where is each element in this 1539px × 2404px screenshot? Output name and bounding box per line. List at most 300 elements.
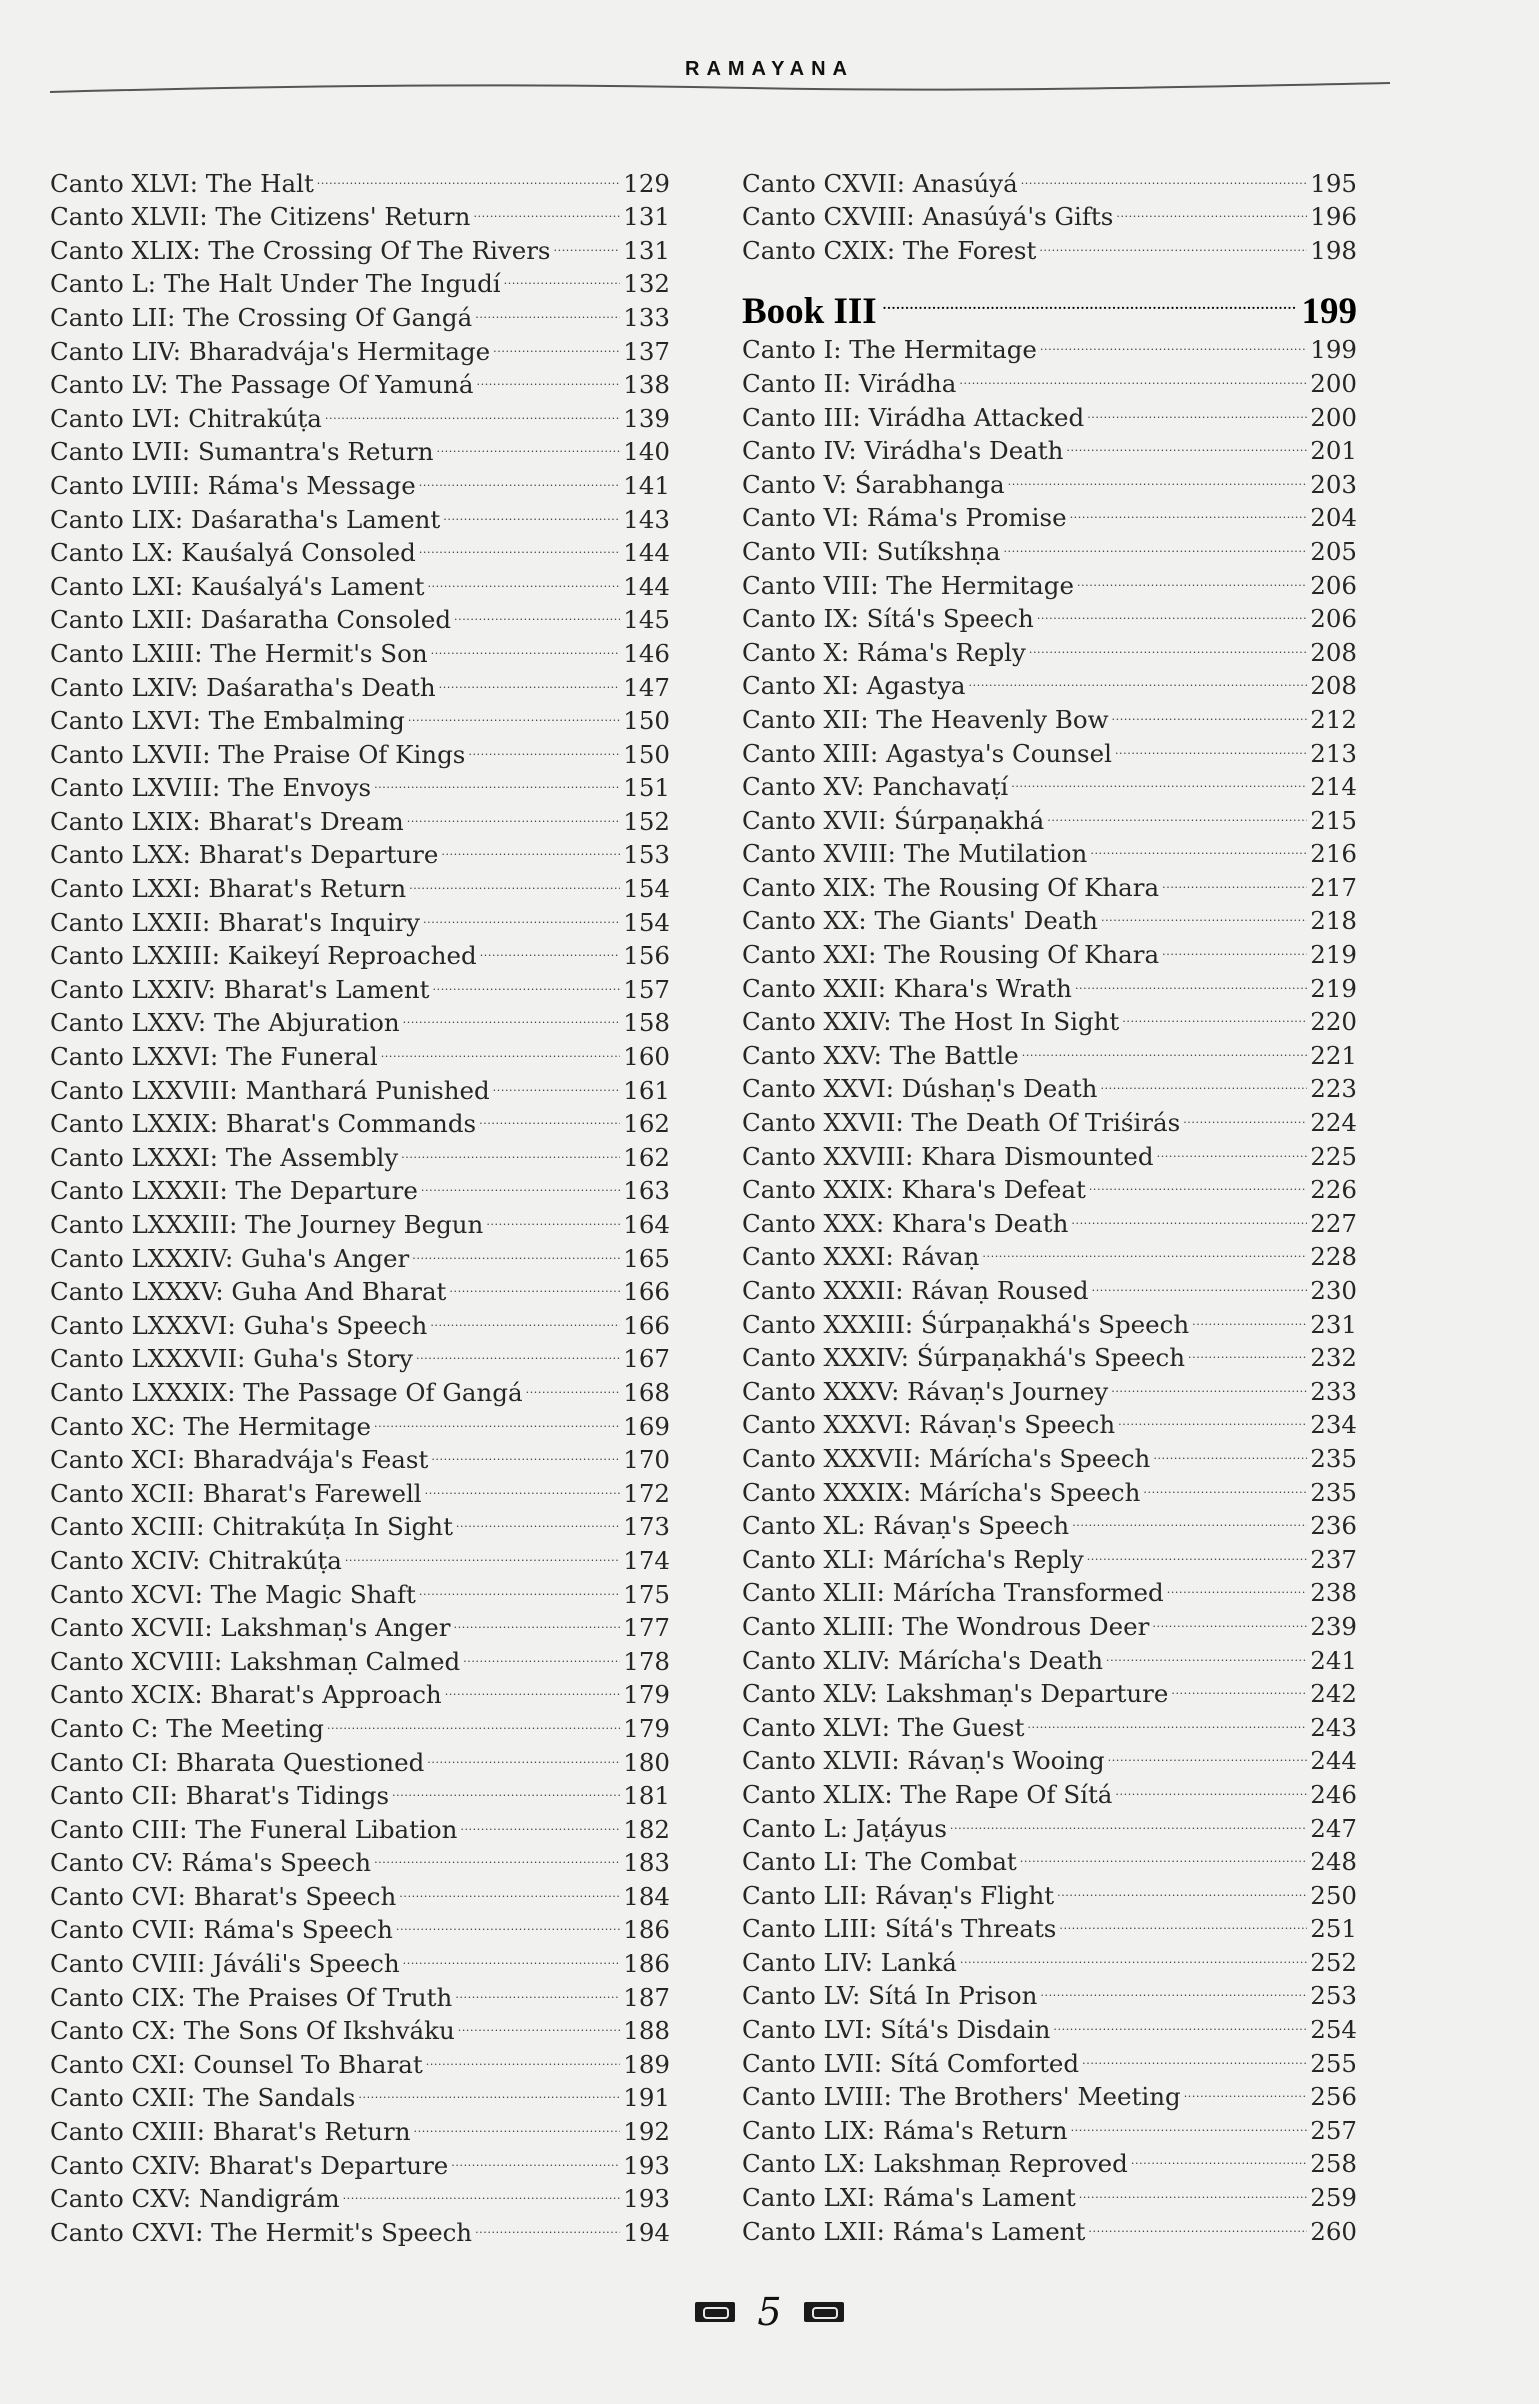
- entry-title: Canto LXXXIX: The Passage Of Gangá: [50, 1377, 523, 1407]
- dot-leader: [374, 763, 620, 797]
- entry-title: Canto CXIX: The Forest: [742, 235, 1037, 265]
- entry-title: Canto LXXXV: Guha And Bharat: [50, 1277, 447, 1307]
- dot-leader: [454, 595, 620, 629]
- dot-leader: [427, 1737, 620, 1771]
- dot-leader: [1082, 2038, 1307, 2072]
- dot-leader: [1115, 1769, 1307, 1803]
- dot-leader: [431, 628, 621, 662]
- entry-title: Canto XXXIII: Śúrpaṇakhá's Speech: [742, 1309, 1190, 1339]
- dot-leader: [1003, 526, 1307, 560]
- entry-title: Canto LXXXVII: Guha's Story: [50, 1344, 413, 1374]
- dot-leader: [449, 1267, 620, 1301]
- entry-page-number: 163: [623, 1176, 670, 1206]
- entry-title: Canto XLIX: The Rape Of Sítá: [742, 1779, 1113, 1809]
- entry-title: Canto VIII: The Hermitage: [742, 570, 1074, 600]
- entry-title: Canto LIX: Daśaratha's Lament: [50, 504, 441, 534]
- entry-title: Canto LV: Sítá In Prison: [742, 1981, 1038, 2011]
- entry-title: Canto CI: Bharata Questioned: [50, 1747, 425, 1777]
- entry-page-number: 144: [623, 538, 670, 568]
- entry-title: Canto LV: The Passage Of Yamuná: [50, 370, 474, 400]
- entry-title: Canto LXXXII: The Departure: [50, 1176, 418, 1206]
- entry-page-number: 206: [1310, 604, 1357, 634]
- entry-page-number: 193: [623, 2184, 670, 2214]
- entry-title: Canto XLVII: Rávaṇ's Wooing: [742, 1746, 1105, 1776]
- entry-title: Canto XXI: The Rousing Of Khara: [742, 940, 1160, 970]
- entry-title: Canto XLI: Márícha's Reply: [742, 1544, 1084, 1574]
- toc-book3-list: [742, 325, 1357, 2246]
- entry-title: Canto XII: The Heavenly Bow: [742, 704, 1109, 734]
- page-number: 5: [757, 2290, 782, 2334]
- entry-page-number: 217: [1310, 872, 1357, 902]
- entry-title: Canto LVIII: The Brothers' Meeting: [742, 2082, 1181, 2112]
- entry-title: Canto LXXXVI: Guha's Speech: [50, 1310, 428, 1340]
- dot-leader: [419, 460, 621, 494]
- entry-title: Canto X: Ráma's Reply: [742, 637, 1026, 667]
- entry-title: Canto VII: Sutíkshṇa: [742, 536, 1001, 566]
- dot-leader: [419, 528, 620, 562]
- entry-page-number: 182: [623, 1814, 670, 1844]
- entry-page-number: 160: [623, 1042, 670, 1072]
- entry-page-number: 186: [623, 1915, 670, 1945]
- dot-leader: [1167, 1568, 1308, 1602]
- entry-title: Canto LXXVIII: Manthará Punished: [50, 1075, 490, 1105]
- entry-page-number: 260: [1310, 2216, 1357, 2246]
- entry-title: Canto XI: Agastya: [742, 671, 966, 701]
- dot-leader: [443, 494, 620, 528]
- entry-page-number: 175: [623, 1579, 670, 1609]
- dot-leader: [1153, 1433, 1307, 1467]
- entry-title: Canto LXII: Ráma's Lament: [742, 2216, 1086, 2246]
- toc-book2-continuation: [742, 158, 1357, 265]
- entry-page-number: 203: [1310, 469, 1357, 499]
- entry-title: Canto LXXXI: The Assembly: [50, 1142, 399, 1172]
- entry-title: Canto L: Jaṭáyus: [742, 1813, 947, 1843]
- dot-leader: [409, 863, 620, 897]
- entry-page-number: 151: [623, 773, 670, 803]
- entry-page-number: 216: [1310, 839, 1357, 869]
- dot-leader: [419, 1569, 620, 1603]
- dot-leader: [408, 696, 620, 730]
- dot-leader: [399, 1871, 620, 1905]
- dot-leader: [458, 2006, 621, 2040]
- entry-page-number: 219: [1310, 973, 1357, 1003]
- dot-leader: [960, 1937, 1307, 1971]
- entry-title: Canto XXX: Khara's Death: [742, 1208, 1069, 1238]
- dot-leader: [430, 1300, 620, 1334]
- entry-title: Canto CXII: The Sandals: [50, 2083, 356, 2113]
- entry-title: Canto LXXVI: The Funeral: [50, 1042, 378, 1072]
- entry-page-number: 225: [1310, 1141, 1357, 1171]
- entry-title: Canto XVII: Śúrpaṇakhá: [742, 805, 1045, 835]
- entry-page-number: 138: [623, 370, 670, 400]
- entry-page-number: 189: [623, 2049, 670, 2079]
- entry-title: Canto LII: Rávaṇ's Flight: [742, 1880, 1055, 1910]
- entry-title: Canto XLIV: Márícha's Death: [742, 1645, 1103, 1675]
- entry-title: Canto LXXIV: Bharat's Lament: [50, 974, 430, 1004]
- entry-title: Canto XCI: Bharadvája's Feast: [50, 1445, 429, 1475]
- entry-page-number: 166: [623, 1310, 670, 1340]
- dot-leader: [969, 661, 1308, 695]
- entry-page-number: 154: [623, 874, 670, 904]
- hand-ornament-left-icon: [695, 2302, 735, 2322]
- dot-leader: [421, 1166, 620, 1200]
- entry-title: Canto LVII: Sumantra's Return: [50, 437, 434, 467]
- entry-page-number: 191: [623, 2083, 670, 2113]
- dot-leader: [1022, 1030, 1308, 1064]
- toc-left-column: [50, 158, 670, 2247]
- entry-title: Canto LXX: Bharat's Departure: [50, 840, 439, 870]
- entry-page-number: 218: [1310, 906, 1357, 936]
- entry-page-number: 139: [623, 403, 670, 433]
- dot-leader: [1039, 225, 1307, 259]
- entry-title: Canto XXII: Khara's Wrath: [742, 973, 1072, 1003]
- running-head: RAMAYANA: [685, 58, 854, 80]
- dot-leader: [1100, 1064, 1307, 1098]
- dot-leader: [439, 662, 621, 696]
- dot-leader: [425, 1468, 621, 1502]
- entry-title: Canto XLIX: The Crossing Of The Rivers: [50, 235, 551, 265]
- dot-leader: [1040, 325, 1307, 359]
- entry-page-number: 184: [623, 1881, 670, 1911]
- entry-page-number: 132: [623, 269, 670, 299]
- entry-title: Canto XV: Panchavaṭí: [742, 772, 1009, 802]
- dot-leader: [475, 292, 620, 326]
- entry-page-number: 212: [1310, 704, 1357, 734]
- entry-page-number: 133: [623, 302, 670, 332]
- entry-title: Canto LX: Kauśalyá Consoled: [50, 538, 416, 568]
- entry-title: Canto IX: Sítá's Speech: [742, 604, 1034, 634]
- dot-leader: [1087, 392, 1307, 426]
- entry-page-number: 213: [1310, 738, 1357, 768]
- dot-leader: [455, 1972, 620, 2006]
- toc-entry[interactable]: [50, 158, 670, 198]
- entry-page-number: 165: [623, 1243, 670, 1273]
- dot-leader: [1171, 1669, 1307, 1703]
- entry-page-number: 215: [1310, 805, 1357, 835]
- dot-leader: [1118, 1400, 1307, 1434]
- dot-leader: [1053, 2004, 1307, 2038]
- dot-leader: [504, 259, 621, 293]
- page-folio: [0, 2292, 1539, 2332]
- dot-leader: [1047, 795, 1307, 829]
- entry-page-number: 255: [1310, 2048, 1357, 2078]
- entry-title: Canto XLV: Lakshmaṇ's Departure: [742, 1679, 1169, 1709]
- dot-leader: [493, 1065, 621, 1099]
- entry-title: Canto XLII: Márícha Transformed: [742, 1578, 1164, 1608]
- dot-leader: [1071, 2105, 1308, 2139]
- entry-page-number: 187: [623, 1982, 670, 2012]
- entry-page-number: 238: [1310, 1578, 1357, 1608]
- entry-title: Canto LXXII: Bharat's Inquiry: [50, 907, 421, 937]
- entry-page-number: 242: [1310, 1679, 1357, 1709]
- entry-page-number: 194: [623, 2217, 670, 2247]
- dot-leader: [427, 561, 620, 595]
- entry-title: Canto LXXXIII: The Journey Begun: [50, 1210, 484, 1239]
- entry-title: Canto CXIII: Bharat's Return: [50, 2117, 411, 2147]
- entry-page-number: 219: [1310, 940, 1357, 970]
- entry-title: Canto CII: Bharat's Tidings: [50, 1781, 390, 1811]
- entry-title: Canto XXXII: Rávaṇ Roused: [742, 1276, 1089, 1305]
- dot-leader: [1108, 1736, 1308, 1770]
- dot-leader: [1111, 1366, 1307, 1400]
- dot-leader: [1071, 1198, 1307, 1232]
- entry-page-number: 167: [623, 1344, 670, 1374]
- entry-title: Canto CVII: Ráma's Speech: [50, 1915, 393, 1945]
- entry-page-number: 179: [623, 1713, 670, 1743]
- dot-leader: [317, 158, 620, 192]
- entry-title: Canto LXXIII: Kaikeyí Reproached: [50, 941, 477, 971]
- entry-title: Canto LXI: Ráma's Lament: [742, 2183, 1076, 2213]
- entry-page-number: 201: [1310, 436, 1357, 466]
- entry-page-number: 183: [623, 1848, 670, 1878]
- entry-page-number: 180: [623, 1747, 670, 1777]
- entry-title: Canto XLVII: The Citizens' Return: [50, 202, 471, 232]
- entry-title: Canto CXIV: Bharat's Departure: [50, 2150, 449, 2180]
- entry-title: Canto LXIV: Daśaratha's Death: [50, 672, 436, 702]
- dot-leader: [1057, 1870, 1307, 1904]
- dot-leader: [1072, 1501, 1307, 1535]
- entry-page-number: 235: [1310, 1443, 1357, 1473]
- entry-page-number: 174: [623, 1545, 670, 1575]
- dot-leader: [479, 1099, 620, 1133]
- dot-leader: [883, 273, 1296, 323]
- entry-title: Canto XLVI: The Halt: [50, 168, 314, 198]
- entry-title: Canto LVII: Sítá Comforted: [742, 2048, 1080, 2078]
- entry-page-number: 131: [623, 202, 670, 232]
- dot-leader: [412, 1233, 620, 1267]
- dot-leader: [1077, 560, 1307, 594]
- dot-leader: [1116, 192, 1307, 226]
- entry-title: Canto XXVII: The Death Of Triśirás: [742, 1108, 1181, 1138]
- entry-page-number: 221: [1310, 1040, 1357, 1070]
- entry-page-number: 198: [1310, 235, 1357, 265]
- entry-title: Canto XXXIV: Śúrpaṇakhá's Speech: [742, 1343, 1186, 1373]
- entry-page-number: 226: [1310, 1175, 1357, 1205]
- entry-page-number: 170: [623, 1445, 670, 1475]
- entry-page-number: 227: [1310, 1208, 1357, 1238]
- dot-leader: [473, 192, 620, 226]
- toc-right-column: [742, 158, 1357, 2246]
- entry-title: Canto XLVI: The Guest: [742, 1712, 1025, 1742]
- entry-title: Canto LXVI: The Embalming: [50, 706, 405, 736]
- dot-leader: [374, 1838, 620, 1872]
- dot-leader: [554, 225, 621, 259]
- book-page-number: 199: [1301, 290, 1357, 332]
- dot-leader: [1112, 694, 1308, 728]
- dot-leader: [1020, 1837, 1307, 1871]
- dot-leader: [414, 2106, 621, 2140]
- entry-title: Canto CVIII: Jáváli's Speech: [50, 1949, 400, 1979]
- dot-leader: [416, 1334, 620, 1368]
- entry-page-number: 235: [1310, 1477, 1357, 1507]
- entry-title: Canto LXVIII: The Envoys: [50, 773, 372, 803]
- book-heading[interactable]: [742, 273, 1357, 332]
- entry-page-number: 143: [623, 504, 670, 534]
- entry-title: Canto XCIX: Bharat's Approach: [50, 1680, 442, 1710]
- entry-title: Canto XLIII: The Wondrous Deer: [742, 1611, 1150, 1641]
- dot-leader: [436, 427, 620, 461]
- entry-title: Canto XCIII: Chitrakúṭa In Sight: [50, 1512, 453, 1542]
- dot-leader: [327, 1703, 620, 1737]
- dot-leader: [401, 1132, 620, 1166]
- dot-leader: [486, 1199, 620, 1233]
- dot-leader: [1027, 1702, 1307, 1736]
- dot-leader: [1070, 493, 1308, 527]
- entry-title: Canto LXXI: Bharat's Return: [50, 874, 407, 904]
- entry-page-number: 244: [1310, 1746, 1357, 1776]
- entry-page-number: 247: [1310, 1813, 1357, 1843]
- entry-page-number: 252: [1310, 1947, 1357, 1977]
- entry-page-number: 232: [1310, 1343, 1357, 1373]
- dot-leader: [1037, 594, 1307, 628]
- entry-page-number: 162: [623, 1109, 670, 1139]
- entry-title: Canto XIX: The Rousing Of Khara: [742, 872, 1160, 902]
- entry-page-number: 178: [623, 1646, 670, 1676]
- header-rule: [50, 80, 1390, 94]
- entry-page-number: 193: [623, 2150, 670, 2180]
- entry-title: Canto CXI: Counsel To Bharat: [50, 2049, 423, 2079]
- entry-title: Canto XCVII: Lakshmaṇ's Anger: [50, 1613, 451, 1643]
- entry-page-number: 137: [623, 336, 670, 366]
- dot-leader: [526, 1367, 621, 1401]
- entry-page-number: 179: [623, 1680, 670, 1710]
- entry-title: Canto XXIX: Khara's Defeat: [742, 1175, 1086, 1205]
- entry-page-number: 161: [623, 1075, 670, 1105]
- entry-title: Canto C: The Meeting: [50, 1713, 324, 1743]
- entry-title: Canto XXXIX: Márícha's Speech: [742, 1477, 1141, 1507]
- entry-title: Canto LXVII: The Praise Of Kings: [50, 739, 466, 769]
- entry-page-number: 224: [1310, 1108, 1357, 1138]
- entry-page-number: 181: [623, 1781, 670, 1811]
- entry-title: Canto LXII: Daśaratha Consoled: [50, 605, 452, 635]
- entry-page-number: 208: [1310, 637, 1357, 667]
- dot-leader: [1115, 728, 1307, 762]
- entry-page-number: 158: [623, 1008, 670, 1038]
- entry-title: Canto CXVII: Anasúyá: [742, 168, 1018, 198]
- entry-title: Canto XCVI: The Magic Shaft: [50, 1579, 416, 1609]
- entry-title: Canto LI: The Combat: [742, 1847, 1017, 1877]
- entry-page-number: 195: [1310, 168, 1357, 198]
- dot-leader: [982, 1232, 1307, 1266]
- entry-title: Canto XVIII: The Mutilation: [742, 839, 1088, 869]
- entry-page-number: 253: [1310, 1981, 1357, 2011]
- dot-leader: [1079, 2172, 1308, 2206]
- dot-leader: [1162, 862, 1307, 896]
- dot-leader: [1162, 929, 1307, 963]
- entry-title: Canto CXVIII: Anasúyá's Gifts: [742, 202, 1114, 232]
- dot-leader: [325, 393, 620, 427]
- entry-page-number: 166: [623, 1277, 670, 1307]
- entry-page-number: 214: [1310, 772, 1357, 802]
- entry-title: Canto LIV: Bharadvája's Hermitage: [50, 336, 491, 366]
- entry-title: Canto LXXV: The Abjuration: [50, 1008, 400, 1038]
- entry-title: Canto XXIV: The Host In Sight: [742, 1007, 1120, 1037]
- entry-title: Canto III: Virádha Attacked: [742, 402, 1085, 432]
- dot-leader: [431, 1435, 620, 1469]
- entry-page-number: 254: [1310, 2015, 1357, 2045]
- entry-page-number: 147: [623, 672, 670, 702]
- dot-leader: [1092, 1265, 1308, 1299]
- dot-leader: [475, 2207, 620, 2241]
- entry-title: Canto LVI: Chitrakúṭa: [50, 403, 322, 433]
- entry-page-number: 258: [1310, 2149, 1357, 2179]
- entry-title: Canto LIV: Lanká: [742, 1947, 957, 1977]
- toc-entry[interactable]: [742, 158, 1357, 198]
- entry-title: Canto LXXIX: Bharat's Commands: [50, 1109, 477, 1139]
- entry-page-number: 150: [623, 706, 670, 736]
- entry-page-number: 251: [1310, 1914, 1357, 1944]
- entry-title: Canto LXIII: The Hermit's Son: [50, 638, 428, 668]
- dot-leader: [468, 729, 620, 763]
- dot-leader: [358, 2073, 620, 2107]
- entry-page-number: 188: [623, 2016, 670, 2046]
- dot-leader: [441, 830, 620, 864]
- entry-page-number: 250: [1310, 1880, 1357, 1910]
- dot-leader: [460, 1804, 620, 1838]
- entry-title: Canto II: Virádha: [742, 368, 957, 398]
- entry-page-number: 156: [623, 941, 670, 971]
- dot-leader: [343, 2174, 621, 2208]
- entry-page-number: 256: [1310, 2082, 1357, 2112]
- entry-title: Canto VI: Ráma's Promise: [742, 503, 1067, 533]
- dot-leader: [1101, 896, 1307, 930]
- entry-page-number: 141: [623, 470, 670, 500]
- entry-page-number: 186: [623, 1949, 670, 1979]
- dot-leader: [1184, 2072, 1308, 2106]
- entry-page-number: 192: [623, 2117, 670, 2147]
- entry-page-number: 153: [623, 840, 670, 870]
- dot-leader: [1157, 1131, 1308, 1165]
- dot-leader: [381, 1031, 621, 1065]
- entry-page-number: 220: [1310, 1007, 1357, 1037]
- entry-page-number: 204: [1310, 503, 1357, 533]
- entry-page-number: 157: [623, 974, 670, 1004]
- entry-title: Canto LIX: Ráma's Return: [742, 2115, 1068, 2145]
- entry-title: Canto XXVI: Dúshaṇ's Death: [742, 1074, 1098, 1104]
- entry-page-number: 169: [623, 1411, 670, 1441]
- entry-title: Canto XXXVII: Márícha's Speech: [742, 1443, 1151, 1473]
- entry-page-number: 208: [1310, 671, 1357, 701]
- dot-leader: [477, 360, 621, 394]
- dot-leader: [1143, 1467, 1307, 1501]
- dot-leader: [1087, 1534, 1308, 1568]
- entry-page-number: 199: [1310, 335, 1357, 365]
- dot-leader: [345, 1535, 620, 1569]
- entry-title: Canto LXI: Kauśalyá's Lament: [50, 571, 425, 601]
- entry-page-number: 129: [623, 168, 670, 198]
- entry-page-number: 173: [623, 1512, 670, 1542]
- entry-page-number: 150: [623, 739, 670, 769]
- dot-leader: [403, 1938, 621, 1972]
- dot-leader: [392, 1771, 620, 1805]
- entry-page-number: 239: [1310, 1611, 1357, 1641]
- dot-leader: [454, 1603, 621, 1637]
- dot-leader: [1090, 829, 1307, 863]
- entry-title: Canto CIX: The Praises Of Truth: [50, 1982, 453, 2012]
- dot-leader: [374, 1401, 620, 1435]
- dot-leader: [407, 796, 621, 830]
- entry-page-number: 196: [1310, 202, 1357, 232]
- entry-title: Canto LX: Lakshmaṇ Reproved: [742, 2149, 1128, 2179]
- dot-leader: [1059, 1904, 1307, 1938]
- dot-leader: [1021, 158, 1308, 192]
- entry-title: Canto CIII: The Funeral Libation: [50, 1814, 458, 1844]
- dot-leader: [959, 358, 1307, 392]
- entry-page-number: 259: [1310, 2183, 1357, 2213]
- entry-title: Canto I: The Hermitage: [742, 335, 1037, 365]
- entry-page-number: 162: [623, 1142, 670, 1172]
- dot-leader: [1131, 2139, 1307, 2173]
